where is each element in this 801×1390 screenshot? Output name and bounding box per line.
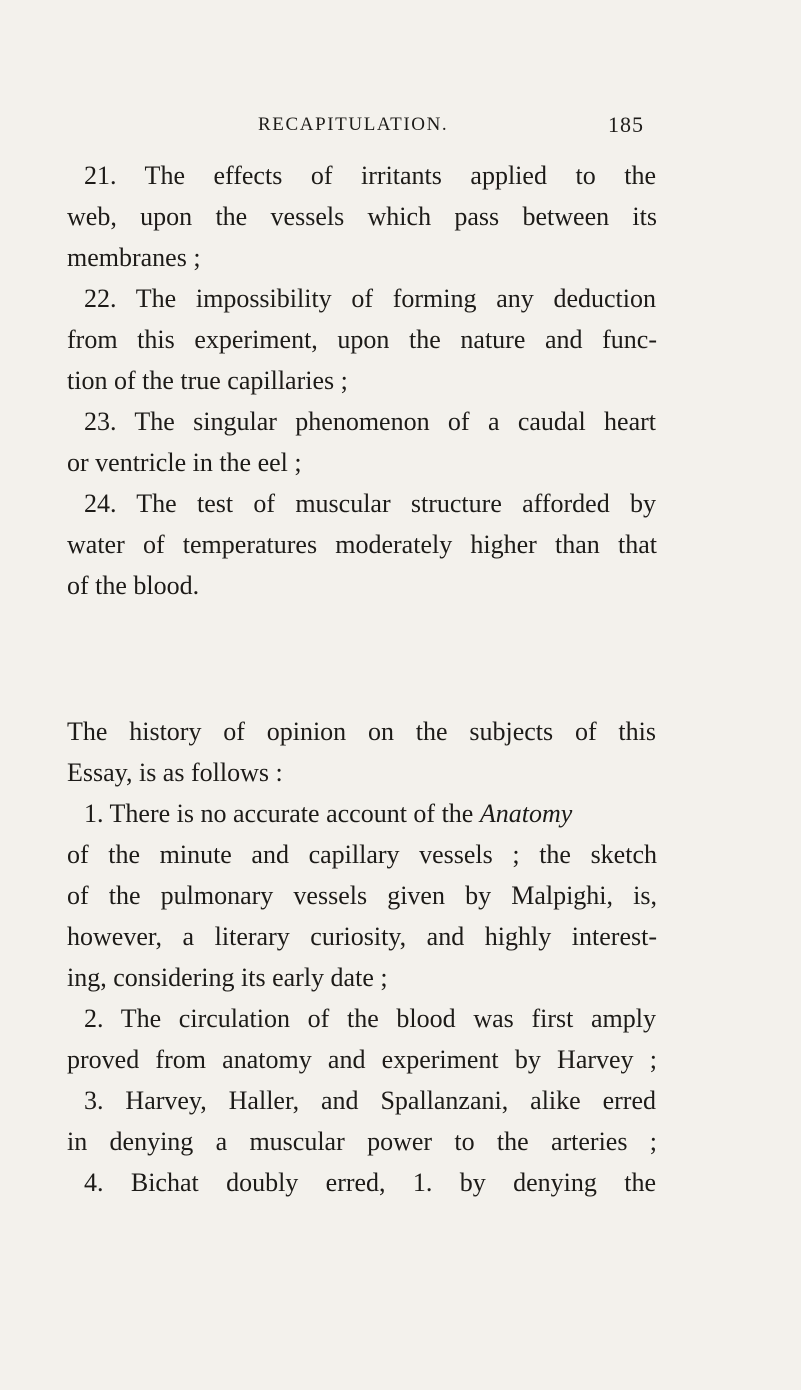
text-line: proved from anatomy and experiment by Harvey ; (67, 1045, 657, 1074)
text-line: 23. The singular phenomenon of a caudal heart (84, 407, 656, 436)
running-title: RECAPITULATION. (258, 114, 449, 135)
text-line: of the blood. (67, 571, 200, 600)
text-line-with-italic (84, 794, 656, 834)
text-segment: 1. There is no accurate account of the (84, 799, 474, 828)
text-line: membranes ; (67, 243, 201, 272)
italic-term: Anatomy (479, 799, 573, 828)
text-line: in denying a muscular power to the arteries ; (67, 1127, 657, 1156)
text-line: tion of the true capillaries ; (67, 366, 348, 395)
text-line: of the pulmonary vessels given by Malpighi, is, (67, 881, 657, 910)
text-line: or ventricle in the eel ; (67, 448, 302, 477)
text-line: 22. The impossibility of forming any deduction (84, 284, 656, 313)
text-line: ing, considering its early date ; (67, 963, 388, 992)
text-line: Essay, is as follows : (67, 758, 283, 787)
text-line: however, a literary curiosity, and highly interest- (67, 922, 657, 951)
text-line: 24. The test of muscular structure afforded by (84, 489, 656, 518)
text-line: The history of opinion on the subjects of this (67, 717, 656, 746)
page-number: 185 (608, 112, 644, 137)
text-line: of the minute and capillary vessels ; the sketch (67, 840, 657, 869)
text-line: 2. The circulation of the blood was first amply (84, 1004, 656, 1033)
text-line: 3. Harvey, Haller, and Spallanzani, alike erred (84, 1086, 656, 1115)
text-line: water of temperatures moderately higher than that (67, 530, 657, 559)
text-line: web, upon the vessels which pass between its (67, 202, 657, 231)
text-line: 4. Bichat doubly erred, 1. by denying the (84, 1168, 656, 1197)
running-head (0, 110, 801, 140)
text-line: from this experiment, upon the nature and func- (67, 325, 657, 354)
text-line: 21. The effects of irritants applied to the (84, 161, 656, 190)
